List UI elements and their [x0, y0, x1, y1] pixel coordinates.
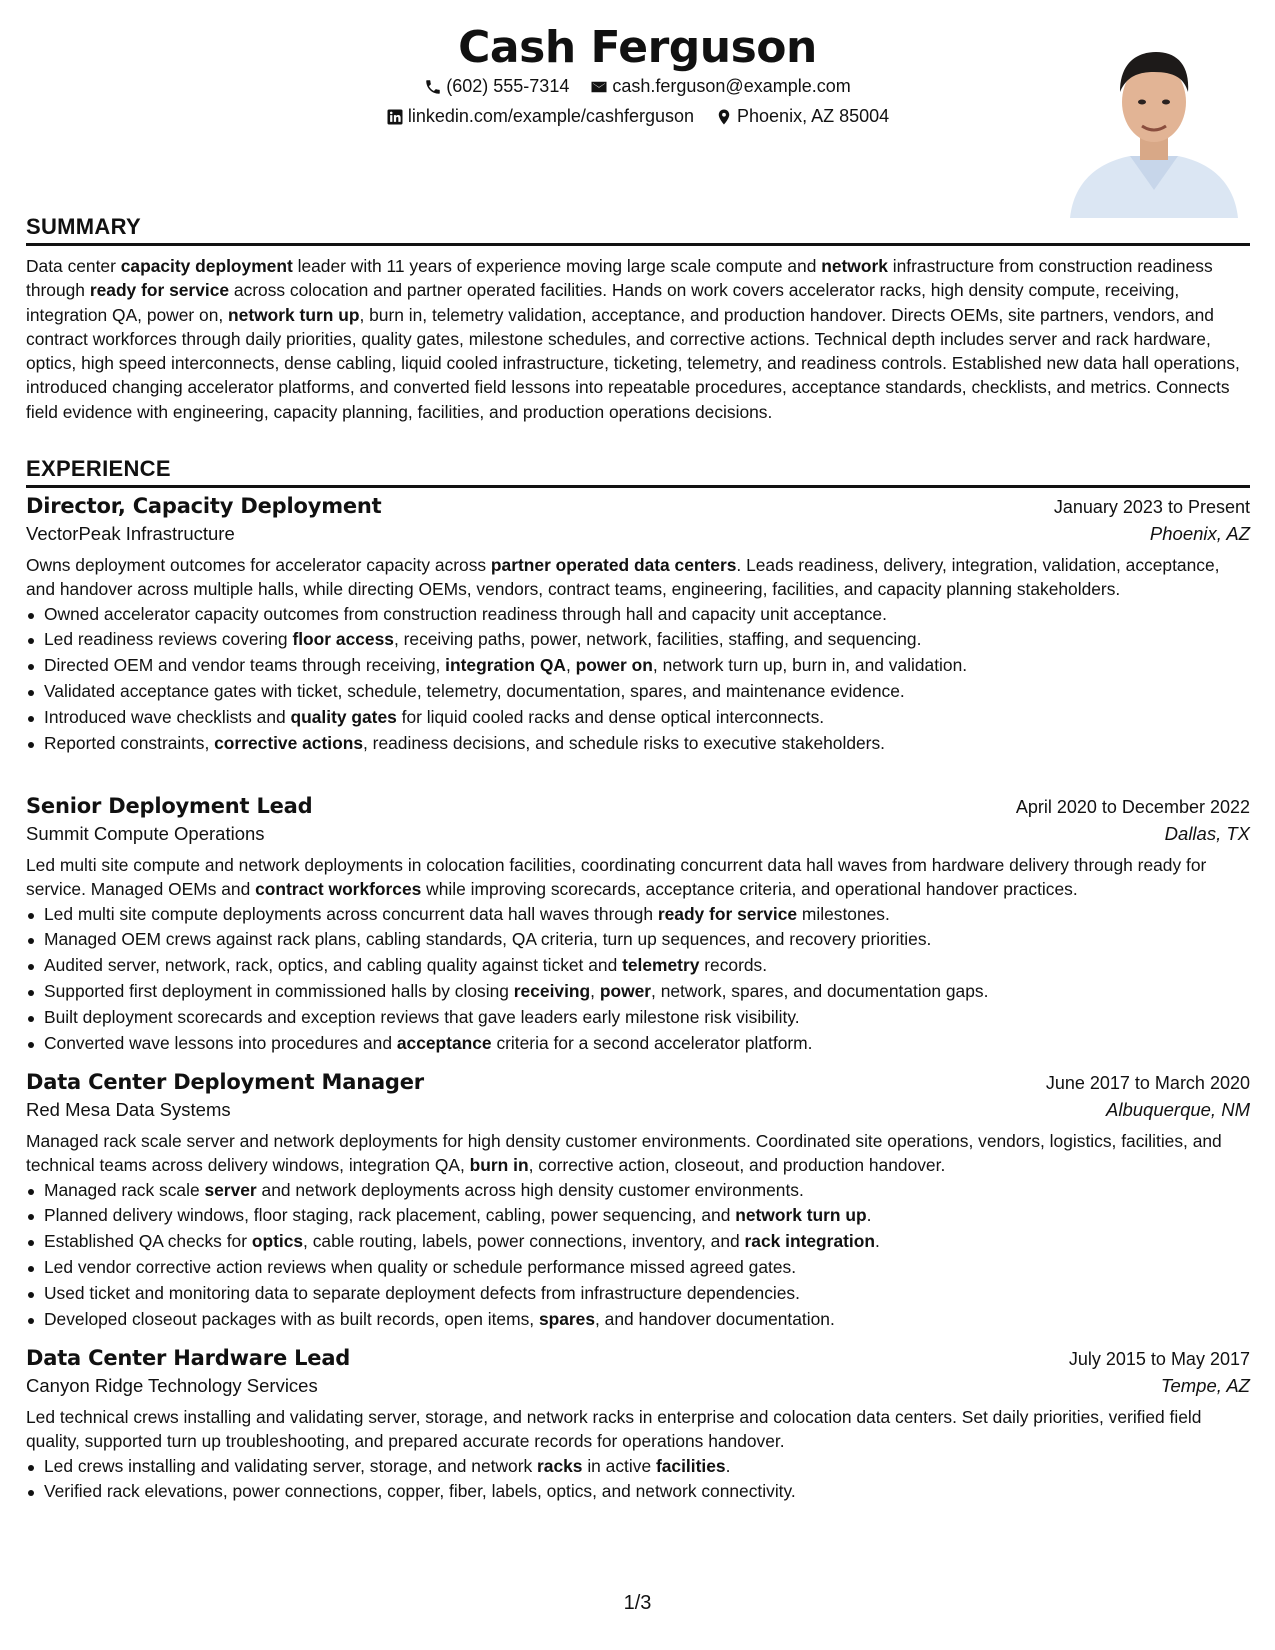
job-entry: [26, 1070, 1250, 1332]
job-title: Director, Capacity Deployment: [26, 494, 382, 518]
bullet-item: Managed OEM crews against rack plans, cabling standards, QA criteria, turn up sequences, and recovery priorities.: [44, 927, 1250, 953]
bullet-item: Managed rack scale server and network deployments across high density customer environments.: [44, 1178, 1250, 1204]
email-item[interactable]: [590, 76, 850, 97]
profile-photo: [1060, 30, 1248, 218]
email-text: cash.ferguson@example.com: [612, 76, 851, 96]
bullet-item: Reported constraints, corrective actions, readiness decisions, and schedule risks to executive stakeholders.: [44, 731, 1250, 757]
bullet-item: Owned accelerator capacity outcomes from construction readiness through hall and capacity unit acceptance.: [44, 602, 1250, 628]
experience-section: [26, 456, 1250, 488]
bold-keyword: network turn up: [228, 304, 360, 325]
job-description: Led technical crews installing and validating server, storage, and network racks in enterprise and colocation data centers. Set daily priorities, verified field quality, supported turn up troubleshooting, and prepared accurate records for operations handover.: [26, 1407, 1202, 1452]
candidate-name: Cash Ferguson: [458, 22, 817, 73]
bold-keyword: network: [821, 256, 888, 276]
job-location: Albuquerque, NM: [1106, 1099, 1250, 1120]
bold-keyword: burn in: [469, 1155, 529, 1176]
bullet-item: Developed closeout packages with as built records, open items, spares, and handover documentation.: [44, 1307, 1250, 1333]
bold-keyword: capacity deployment: [120, 256, 293, 276]
bullet-item: Introduced wave checklists and quality gates for liquid cooled racks and dense optical interconnects.: [44, 705, 1250, 731]
job-description: Owns deployment outcomes for accelerator capacity across partner operated data centers. Leads readiness, delivery, integration, validation, acceptance, and handover across multiple halls, while directing OEMs, vendors, contract teams, engineering, facilities, and capacity planning stakeholders.: [26, 555, 1220, 600]
bullet-item: Led crews installing and validating server, storage, and network racks in active facilities.: [44, 1454, 1250, 1480]
section-title-summary: SUMMARY: [26, 214, 1250, 246]
bullet-item: Built deployment scorecards and exception reviews that gave leaders early milestone risk visibility.: [44, 1005, 1250, 1031]
job-title: Senior Deployment Lead: [26, 794, 313, 818]
job-dates: July 2015 to May 2017: [1068, 1349, 1250, 1369]
summary-text: Data center capacity deployment leader with 11 years of experience moving large scale compute and network infrastructure from construction readiness through ready for service across colocation and partner operated facilities. Hands on work covers accelerator racks, high density compute, receiving, integration QA, power on, network turn up, burn in, telemetry validation, acceptance, and production handover. Directs OEMs, site partners, vendors, and contract workforces through daily priorities, quality gates, milestone schedules, and corrective actions. Technical depth includes server and rack hardware, optics, high speed interconnects, dense cabling, liquid cooled infrastructure, ticketing, telemetry, and readiness controls. Established new data hall operations, introduced changing accelerator platforms, and converted field lessons into repeatable procedures, acceptance standards, checklists, and metrics. Connects field evidence with engineering, capacity planning, facilities, and production operations decisions.: [26, 256, 1240, 422]
job-header: [26, 494, 1250, 518]
bold-keyword: network turn up: [735, 1205, 867, 1226]
bold-keyword: partner operated data centers: [490, 555, 737, 575]
job-title: Data Center Deployment Manager: [26, 1070, 424, 1094]
location-text: Phoenix, AZ 85004: [737, 106, 890, 126]
bullet-item: Planned delivery windows, floor staging, rack placement, cabling, power sequencing, and network turn up.: [44, 1203, 1250, 1229]
bullet-item: Audited server, network, rack, optics, and cabling quality against ticket and telemetry records.: [44, 953, 1250, 979]
job-subheader: [26, 1375, 1250, 1397]
bold-keyword: server: [204, 1179, 257, 1200]
bold-keyword: ready for service: [89, 280, 230, 301]
job-dates: June 2017 to March 2020: [1045, 1073, 1250, 1093]
job-subheader: [26, 1099, 1250, 1121]
job-header: [26, 1346, 1250, 1370]
bullet-item: Led vendor corrective action reviews when quality or schedule performance missed agreed gates.: [44, 1255, 1250, 1281]
company-name: Red Mesa Data Systems: [26, 1099, 231, 1120]
bold-keyword: power: [599, 980, 652, 1001]
job-bullets: [26, 1454, 1250, 1506]
company-name: VectorPeak Infrastructure: [26, 523, 235, 544]
bold-keyword: optics: [251, 1231, 304, 1252]
bold-keyword: spares: [538, 1308, 596, 1329]
job-location: Dallas, TX: [1164, 823, 1250, 844]
bold-keyword: contract workforces: [255, 879, 422, 900]
envelope-icon: [590, 78, 608, 96]
phone-item[interactable]: [424, 76, 569, 97]
job-bullets: [26, 1178, 1250, 1333]
job-title: Data Center Hardware Lead: [26, 1346, 351, 1370]
bullet-item: Led readiness reviews covering floor access, receiving paths, power, network, facilities, staffing, and sequencing.: [44, 627, 1250, 653]
job-bullets: [26, 902, 1250, 1057]
job-header: [26, 1070, 1250, 1094]
phone-icon: [424, 78, 442, 96]
bold-keyword: telemetry: [622, 955, 700, 976]
bullet-item: Verified rack elevations, power connections, copper, fiber, labels, optics, and network connectivity.: [44, 1479, 1250, 1505]
section-title-experience: EXPERIENCE: [26, 456, 1250, 488]
bullet-item: Directed OEM and vendor teams through receiving, integration QA, power on, network turn up, burn in, and validation.: [44, 653, 1250, 679]
linkedin-icon: [386, 108, 404, 126]
bold-keyword: power on: [575, 655, 653, 676]
bold-keyword: ready for service: [657, 903, 798, 924]
job-entry: [26, 794, 1250, 1056]
bold-keyword: racks: [537, 1455, 583, 1476]
bullet-item: Converted wave lessons into procedures and acceptance criteria for a second accelerator platform.: [44, 1031, 1250, 1057]
job-dates: January 2023 to Present: [1053, 497, 1250, 517]
company-name: Canyon Ridge Technology Services: [26, 1375, 318, 1396]
job-bullets: [26, 602, 1250, 757]
linkedin-item[interactable]: [386, 106, 694, 127]
linkedin-text: linkedin.com/example/cashferguson: [407, 106, 694, 126]
company-name: Summit Compute Operations: [26, 823, 265, 844]
bold-keyword: rack integration: [744, 1231, 875, 1252]
bullet-item: Supported first deployment in commissioned halls by closing receiving, power, network, spares, and documentation gaps.: [44, 979, 1250, 1005]
job-location: Phoenix, AZ: [1149, 523, 1250, 544]
job-entry: [26, 1346, 1250, 1505]
bullet-item: Used ticket and monitoring data to separate deployment defects from infrastructure dependencies.: [44, 1281, 1250, 1307]
job-subheader: [26, 523, 1250, 545]
bold-keyword: quality gates: [290, 706, 397, 727]
bullet-item: Led multi site compute deployments across concurrent data hall waves through ready for service milestones.: [44, 902, 1250, 928]
job-location: Tempe, AZ: [1160, 1375, 1250, 1396]
bold-keyword: receiving: [513, 980, 591, 1001]
job-subheader: [26, 823, 1250, 845]
bold-keyword: corrective actions: [214, 732, 363, 753]
map-pin-icon: [715, 108, 733, 126]
job-description: Led multi site compute and network deployments in colocation facilities, coordinating concurrent data hall waves from hardware delivery through ready for service. Managed OEMs and contract workforces while improving scorecards, acceptance criteria, and operational handover practices.: [26, 855, 1207, 900]
page-number: 1/3: [623, 1592, 652, 1614]
location-item: [715, 106, 889, 127]
bullet-item: Validated acceptance gates with ticket, schedule, telemetry, documentation, spares, and maintenance evidence.: [44, 679, 1250, 705]
bold-keyword: integration QA: [445, 655, 566, 676]
bold-keyword: facilities: [655, 1455, 726, 1476]
bullet-item: Established QA checks for optics, cable routing, labels, power connections, inventory, and rack integration.: [44, 1229, 1250, 1255]
phone-text: (602) 555-7314: [446, 76, 570, 96]
job-header: [26, 794, 1250, 818]
summary-section: [26, 214, 1250, 424]
bold-keyword: acceptance: [396, 1032, 492, 1053]
bold-keyword: floor access: [292, 629, 394, 650]
job-entry: [26, 494, 1250, 756]
job-description: Managed rack scale server and network deployments for high density customer environments. Coordinated site operations, vendors, logistics, facilities, and technical teams across delivery windows, integration QA, burn in, corrective action, closeout, and production handover.: [26, 1131, 1222, 1176]
job-dates: April 2020 to December 2022: [1015, 797, 1250, 817]
